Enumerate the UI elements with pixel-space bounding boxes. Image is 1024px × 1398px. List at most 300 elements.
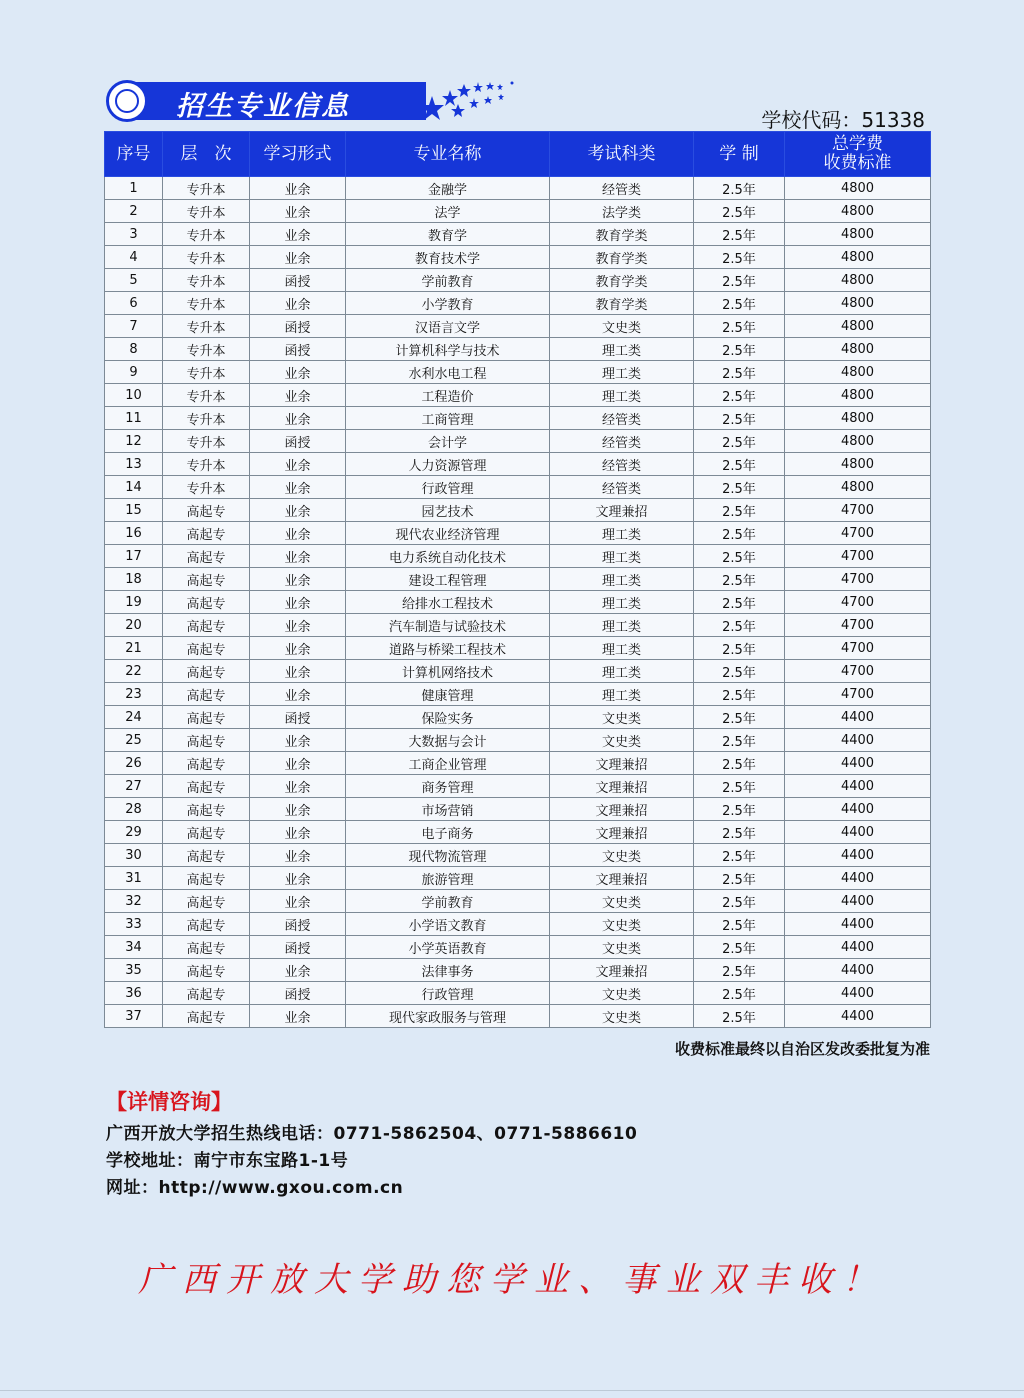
cell-fee: 4700 <box>785 614 931 637</box>
col-header-fee <box>785 132 931 177</box>
cell-fee: 4800 <box>785 384 931 407</box>
cell-fee: 4700 <box>785 499 931 522</box>
cell-index: 17 <box>105 545 163 568</box>
table-row <box>105 683 931 706</box>
cell-level: 专升本 <box>163 200 250 223</box>
fee-note: 收费标准最终以自治区发改委批复为准 <box>674 1040 930 1058</box>
cell-duration: 2.5年 <box>694 798 785 821</box>
table-row <box>105 913 931 936</box>
cell-index: 30 <box>105 844 163 867</box>
table-row <box>105 384 931 407</box>
cell-duration: 2.5年 <box>694 407 785 430</box>
cell-major: 商务管理 <box>346 775 550 798</box>
table-row <box>105 407 931 430</box>
cell-duration: 2.5年 <box>694 775 785 798</box>
cell-study-form: 业余 <box>250 959 346 982</box>
col-header-major: 专业名称 <box>346 132 550 177</box>
cell-major: 现代农业经济管理 <box>346 522 550 545</box>
cell-major: 会计学 <box>346 430 550 453</box>
cell-duration: 2.5年 <box>694 867 785 890</box>
cell-fee: 4800 <box>785 430 931 453</box>
cell-exam-category: 理工类 <box>550 361 694 384</box>
cell-index: 21 <box>105 637 163 660</box>
table-row <box>105 522 931 545</box>
cell-fee: 4400 <box>785 775 931 798</box>
cell-major: 保险实务 <box>346 706 550 729</box>
cell-level: 专升本 <box>163 453 250 476</box>
cell-major: 学前教育 <box>346 890 550 913</box>
cell-index: 34 <box>105 936 163 959</box>
cell-index: 19 <box>105 591 163 614</box>
cell-duration: 2.5年 <box>694 177 785 200</box>
cell-study-form: 业余 <box>250 545 346 568</box>
school-code: 学校代码：51338 <box>761 108 925 132</box>
cell-fee: 4700 <box>785 522 931 545</box>
cell-index: 27 <box>105 775 163 798</box>
cell-level: 高起专 <box>163 798 250 821</box>
stars-decoration-icon <box>418 76 518 122</box>
cell-index: 29 <box>105 821 163 844</box>
cell-level: 高起专 <box>163 775 250 798</box>
table-row <box>105 568 931 591</box>
cell-study-form: 函授 <box>250 315 346 338</box>
cell-level: 高起专 <box>163 752 250 775</box>
cell-index: 22 <box>105 660 163 683</box>
cell-exam-category: 经管类 <box>550 476 694 499</box>
cell-fee: 4800 <box>785 361 931 384</box>
cell-duration: 2.5年 <box>694 545 785 568</box>
cell-study-form: 业余 <box>250 200 346 223</box>
table-row <box>105 545 931 568</box>
cell-duration: 2.5年 <box>694 683 785 706</box>
cell-fee: 4400 <box>785 936 931 959</box>
table-row <box>105 936 931 959</box>
cell-major: 汽车制造与试验技术 <box>346 614 550 637</box>
cell-fee: 4700 <box>785 637 931 660</box>
section-title: 招生专业信息 <box>176 91 350 122</box>
cell-exam-category: 文理兼招 <box>550 959 694 982</box>
cell-fee: 4800 <box>785 453 931 476</box>
cell-fee: 4400 <box>785 982 931 1005</box>
cell-study-form: 业余 <box>250 729 346 752</box>
cell-major: 计算机网络技术 <box>346 660 550 683</box>
cell-level: 专升本 <box>163 430 250 453</box>
cell-major: 电子商务 <box>346 821 550 844</box>
cell-level: 高起专 <box>163 706 250 729</box>
cell-major: 旅游管理 <box>346 867 550 890</box>
cell-index: 26 <box>105 752 163 775</box>
cell-major: 教育技术学 <box>346 246 550 269</box>
cell-major: 电力系统自动化技术 <box>346 545 550 568</box>
cell-major: 健康管理 <box>346 683 550 706</box>
cell-fee: 4800 <box>785 200 931 223</box>
contact-address: 学校地址：南宁市东宝路1-1号 <box>106 1151 349 1171</box>
cell-duration: 2.5年 <box>694 499 785 522</box>
cell-fee: 4400 <box>785 798 931 821</box>
col-header-exam-category: 考试科类 <box>550 132 694 177</box>
col-header-duration: 学 制 <box>694 132 785 177</box>
cell-fee: 4800 <box>785 223 931 246</box>
cell-fee: 4400 <box>785 706 931 729</box>
cell-exam-category: 经管类 <box>550 453 694 476</box>
table-row <box>105 821 931 844</box>
cell-fee: 4800 <box>785 177 931 200</box>
table-row <box>105 246 931 269</box>
cell-level: 高起专 <box>163 867 250 890</box>
table-row <box>105 637 931 660</box>
cell-duration: 2.5年 <box>694 844 785 867</box>
cell-exam-category: 经管类 <box>550 177 694 200</box>
cell-study-form: 函授 <box>250 269 346 292</box>
cell-index: 10 <box>105 384 163 407</box>
cell-level: 专升本 <box>163 269 250 292</box>
cell-study-form: 业余 <box>250 1005 346 1028</box>
cell-fee: 4400 <box>785 867 931 890</box>
cell-study-form: 业余 <box>250 890 346 913</box>
cell-exam-category: 文史类 <box>550 936 694 959</box>
cell-index: 25 <box>105 729 163 752</box>
cell-study-form: 业余 <box>250 821 346 844</box>
cell-fee: 4800 <box>785 476 931 499</box>
cell-major: 工商企业管理 <box>346 752 550 775</box>
table-row <box>105 453 931 476</box>
cell-study-form: 业余 <box>250 614 346 637</box>
cell-exam-category: 教育学类 <box>550 246 694 269</box>
cell-level: 专升本 <box>163 177 250 200</box>
cell-index: 16 <box>105 522 163 545</box>
cell-study-form: 业余 <box>250 476 346 499</box>
table-body <box>105 177 931 1028</box>
table-row <box>105 361 931 384</box>
cell-duration: 2.5年 <box>694 361 785 384</box>
cell-fee: 4800 <box>785 246 931 269</box>
cell-major: 行政管理 <box>346 982 550 1005</box>
cell-index: 28 <box>105 798 163 821</box>
cell-index: 9 <box>105 361 163 384</box>
cell-fee: 4400 <box>785 1005 931 1028</box>
cell-study-form: 业余 <box>250 683 346 706</box>
cell-study-form: 业余 <box>250 246 346 269</box>
table-row <box>105 752 931 775</box>
cell-exam-category: 法学类 <box>550 200 694 223</box>
cell-level: 专升本 <box>163 338 250 361</box>
cell-major: 给排水工程技术 <box>346 591 550 614</box>
cell-duration: 2.5年 <box>694 706 785 729</box>
cell-fee: 4700 <box>785 591 931 614</box>
cell-exam-category: 理工类 <box>550 591 694 614</box>
cell-duration: 2.5年 <box>694 223 785 246</box>
cell-exam-category: 文史类 <box>550 729 694 752</box>
cell-fee: 4400 <box>785 890 931 913</box>
table-row <box>105 1005 931 1028</box>
cell-level: 专升本 <box>163 246 250 269</box>
cell-major: 小学英语教育 <box>346 936 550 959</box>
cell-duration: 2.5年 <box>694 338 785 361</box>
cell-duration: 2.5年 <box>694 269 785 292</box>
table-row <box>105 729 931 752</box>
cell-duration: 2.5年 <box>694 890 785 913</box>
cell-major: 道路与桥梁工程技术 <box>346 637 550 660</box>
cell-study-form: 业余 <box>250 453 346 476</box>
cell-index: 8 <box>105 338 163 361</box>
cell-level: 高起专 <box>163 959 250 982</box>
cell-study-form: 业余 <box>250 591 346 614</box>
cell-index: 24 <box>105 706 163 729</box>
cell-exam-category: 文理兼招 <box>550 821 694 844</box>
cell-exam-category: 理工类 <box>550 568 694 591</box>
cell-exam-category: 文史类 <box>550 982 694 1005</box>
table-header-row <box>105 132 931 177</box>
table-row <box>105 177 931 200</box>
cell-major: 教育学 <box>346 223 550 246</box>
table-row <box>105 798 931 821</box>
cell-study-form: 业余 <box>250 177 346 200</box>
cell-level: 高起专 <box>163 522 250 545</box>
cell-index: 3 <box>105 223 163 246</box>
cell-index: 18 <box>105 568 163 591</box>
cell-exam-category: 文理兼招 <box>550 798 694 821</box>
cell-index: 13 <box>105 453 163 476</box>
cell-duration: 2.5年 <box>694 637 785 660</box>
section-banner <box>106 80 436 122</box>
cell-duration: 2.5年 <box>694 1005 785 1028</box>
contact-heading: 【详情咨询】 <box>106 1090 232 1114</box>
cell-index: 37 <box>105 1005 163 1028</box>
cell-exam-category: 文史类 <box>550 913 694 936</box>
cell-fee: 4800 <box>785 269 931 292</box>
cell-duration: 2.5年 <box>694 522 785 545</box>
cell-exam-category: 文理兼招 <box>550 499 694 522</box>
cell-fee: 4800 <box>785 407 931 430</box>
cell-duration: 2.5年 <box>694 246 785 269</box>
col-header-study-form: 学习形式 <box>250 132 346 177</box>
cell-level: 高起专 <box>163 821 250 844</box>
cell-index: 12 <box>105 430 163 453</box>
cell-study-form: 业余 <box>250 752 346 775</box>
cell-fee: 4400 <box>785 844 931 867</box>
cell-index: 2 <box>105 200 163 223</box>
cell-level: 专升本 <box>163 315 250 338</box>
cell-study-form: 函授 <box>250 913 346 936</box>
cell-exam-category: 理工类 <box>550 660 694 683</box>
cell-index: 32 <box>105 890 163 913</box>
cell-major: 汉语言文学 <box>346 315 550 338</box>
cell-fee: 4800 <box>785 292 931 315</box>
cell-study-form: 函授 <box>250 430 346 453</box>
cell-fee: 4400 <box>785 729 931 752</box>
cell-fee: 4700 <box>785 683 931 706</box>
cell-major: 法律事务 <box>346 959 550 982</box>
cell-index: 20 <box>105 614 163 637</box>
table-row <box>105 890 931 913</box>
circle-icon <box>106 80 148 122</box>
cell-duration: 2.5年 <box>694 821 785 844</box>
cell-fee: 4800 <box>785 338 931 361</box>
cell-study-form: 函授 <box>250 338 346 361</box>
cell-exam-category: 文史类 <box>550 890 694 913</box>
cell-fee: 4400 <box>785 752 931 775</box>
cell-level: 高起专 <box>163 614 250 637</box>
cell-index: 33 <box>105 913 163 936</box>
cell-fee: 4400 <box>785 913 931 936</box>
cell-fee: 4800 <box>785 315 931 338</box>
cell-exam-category: 理工类 <box>550 338 694 361</box>
slogan: 广西开放大学助您学业、事业双丰收！ <box>138 1260 886 1300</box>
cell-level: 专升本 <box>163 476 250 499</box>
cell-major: 现代家政服务与管理 <box>346 1005 550 1028</box>
col-header-index: 序号 <box>105 132 163 177</box>
cell-duration: 2.5年 <box>694 959 785 982</box>
table-row <box>105 499 931 522</box>
table-row <box>105 614 931 637</box>
cell-index: 23 <box>105 683 163 706</box>
table-row <box>105 660 931 683</box>
table-row <box>105 223 931 246</box>
cell-major: 水利水电工程 <box>346 361 550 384</box>
col-header-level: 层 次 <box>163 132 250 177</box>
cell-duration: 2.5年 <box>694 982 785 1005</box>
cell-major: 计算机科学与技术 <box>346 338 550 361</box>
cell-study-form: 业余 <box>250 499 346 522</box>
cell-study-form: 函授 <box>250 982 346 1005</box>
cell-level: 高起专 <box>163 568 250 591</box>
cell-study-form: 业余 <box>250 407 346 430</box>
cell-exam-category: 文理兼招 <box>550 775 694 798</box>
table-row <box>105 844 931 867</box>
table-row <box>105 867 931 890</box>
cell-study-form: 业余 <box>250 568 346 591</box>
cell-duration: 2.5年 <box>694 729 785 752</box>
cell-level: 高起专 <box>163 660 250 683</box>
cell-study-form: 函授 <box>250 936 346 959</box>
cell-exam-category: 理工类 <box>550 683 694 706</box>
cell-fee: 4700 <box>785 545 931 568</box>
cell-level: 专升本 <box>163 384 250 407</box>
cell-study-form: 业余 <box>250 292 346 315</box>
cell-major: 行政管理 <box>346 476 550 499</box>
cell-level: 高起专 <box>163 844 250 867</box>
cell-exam-category: 理工类 <box>550 384 694 407</box>
cell-major: 园艺技术 <box>346 499 550 522</box>
cell-level: 高起专 <box>163 499 250 522</box>
cell-study-form: 业余 <box>250 223 346 246</box>
cell-level: 专升本 <box>163 223 250 246</box>
cell-exam-category: 文理兼招 <box>550 752 694 775</box>
cell-duration: 2.5年 <box>694 315 785 338</box>
cell-level: 专升本 <box>163 407 250 430</box>
cell-exam-category: 教育学类 <box>550 269 694 292</box>
table-row <box>105 315 931 338</box>
cell-fee: 4400 <box>785 821 931 844</box>
cell-duration: 2.5年 <box>694 384 785 407</box>
cell-index: 36 <box>105 982 163 1005</box>
table-row <box>105 338 931 361</box>
cell-exam-category: 经管类 <box>550 430 694 453</box>
table-row <box>105 959 931 982</box>
cell-study-form: 业余 <box>250 798 346 821</box>
cell-exam-category: 理工类 <box>550 522 694 545</box>
cell-study-form: 业余 <box>250 361 346 384</box>
cell-level: 高起专 <box>163 1005 250 1028</box>
contact-website: 网址：http://www.gxou.com.cn <box>106 1178 404 1198</box>
table-row <box>105 476 931 499</box>
cell-major: 工商管理 <box>346 407 550 430</box>
cell-study-form: 业余 <box>250 637 346 660</box>
table-row <box>105 269 931 292</box>
cell-major: 工程造价 <box>346 384 550 407</box>
cell-exam-category: 经管类 <box>550 407 694 430</box>
cell-duration: 2.5年 <box>694 752 785 775</box>
cell-level: 高起专 <box>163 729 250 752</box>
cell-study-form: 业余 <box>250 775 346 798</box>
cell-level: 高起专 <box>163 936 250 959</box>
cell-study-form: 业余 <box>250 844 346 867</box>
cell-exam-category: 理工类 <box>550 545 694 568</box>
cell-index: 14 <box>105 476 163 499</box>
cell-index: 35 <box>105 959 163 982</box>
cell-level: 专升本 <box>163 361 250 384</box>
table-row <box>105 430 931 453</box>
cell-index: 6 <box>105 292 163 315</box>
cell-study-form: 函授 <box>250 706 346 729</box>
cell-major: 大数据与会计 <box>346 729 550 752</box>
cell-duration: 2.5年 <box>694 453 785 476</box>
cell-major: 小学教育 <box>346 292 550 315</box>
majors-table <box>104 131 931 1028</box>
cell-exam-category: 教育学类 <box>550 223 694 246</box>
cell-exam-category: 文理兼招 <box>550 867 694 890</box>
cell-major: 法学 <box>346 200 550 223</box>
cell-duration: 2.5年 <box>694 660 785 683</box>
cell-duration: 2.5年 <box>694 614 785 637</box>
cell-exam-category: 文史类 <box>550 706 694 729</box>
cell-duration: 2.5年 <box>694 200 785 223</box>
cell-duration: 2.5年 <box>694 936 785 959</box>
cell-major: 金融学 <box>346 177 550 200</box>
cell-fee: 4700 <box>785 568 931 591</box>
table-row <box>105 591 931 614</box>
cell-exam-category: 理工类 <box>550 637 694 660</box>
table-row <box>105 982 931 1005</box>
table-row <box>105 706 931 729</box>
cell-duration: 2.5年 <box>694 913 785 936</box>
cell-study-form: 业余 <box>250 522 346 545</box>
cell-level: 高起专 <box>163 545 250 568</box>
cell-duration: 2.5年 <box>694 292 785 315</box>
cell-index: 15 <box>105 499 163 522</box>
table-row <box>105 775 931 798</box>
cell-major: 学前教育 <box>346 269 550 292</box>
contact-hotline: 广西开放大学招生热线电话：0771-5862504、0771-5886610 <box>106 1124 638 1144</box>
cell-duration: 2.5年 <box>694 568 785 591</box>
cell-index: 1 <box>105 177 163 200</box>
cell-level: 高起专 <box>163 913 250 936</box>
cell-study-form: 业余 <box>250 384 346 407</box>
cell-exam-category: 理工类 <box>550 614 694 637</box>
cell-study-form: 业余 <box>250 660 346 683</box>
cell-index: 7 <box>105 315 163 338</box>
cell-index: 4 <box>105 246 163 269</box>
cell-index: 31 <box>105 867 163 890</box>
cell-level: 专升本 <box>163 292 250 315</box>
cell-level: 高起专 <box>163 683 250 706</box>
cell-index: 5 <box>105 269 163 292</box>
cell-level: 高起专 <box>163 637 250 660</box>
cell-major: 建设工程管理 <box>346 568 550 591</box>
fee-header-line1: 总学费 <box>832 134 883 154</box>
cell-exam-category: 文史类 <box>550 844 694 867</box>
cell-major: 市场营销 <box>346 798 550 821</box>
